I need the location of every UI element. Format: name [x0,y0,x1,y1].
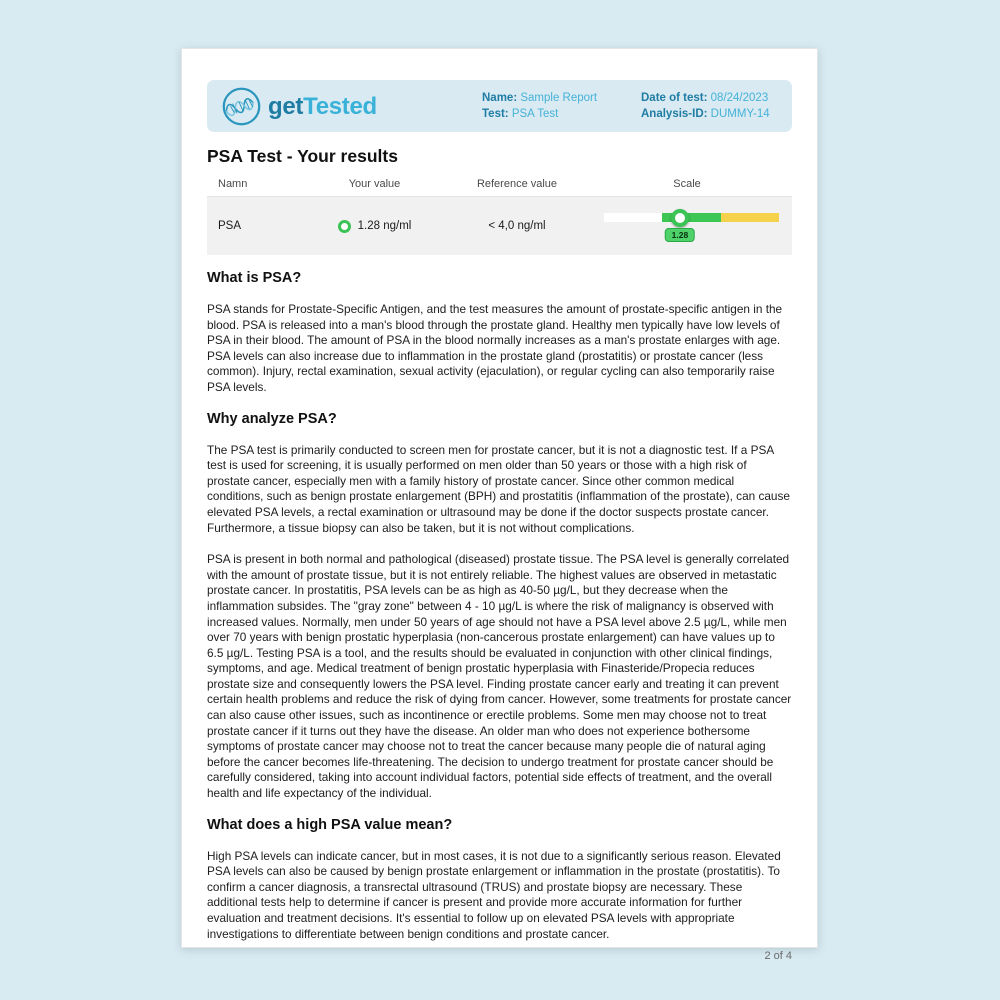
results-table-header [207,178,792,197]
page-number: 2 of 4 [764,950,792,963]
column-header-scale: Scale [673,178,701,190]
section-paragraph: The PSA test is primarily conducted to screen men for prostate cancer, but it is not a diagnostic test. If a PSA test is used for screening, it is usually performed on men older than 50 years or those with a high risk of prostate cancer, especially men with a family history of prostate cancer. Since other common medical conditions, such as benign prostate enlargement (BPH) and prostatitis (inflammation of the prostate), can cause elevated PSA levels, a rectal examination or ultrasound may be done if the doctor suspects prostate cancer. Furthermore, a tissue biopsy can also be taken, but it is not without complications. [207,442,790,535]
test-field [482,106,597,122]
section-paragraph: PSA is present in both normal and pathological (diseased) prostate tissue. The PSA level is generally correlated with the amount of prostate tissue, but it is not entirely reliable. The highest values are observed in metastatic prostate cancer. In prostatitis, PSA levels can be as high as 40-50 µg/L, but they decrease when the inflammation subsides. The "gray zone" between 4 - 10 µg/L is where the risk of malignancy is observed with increased values. Normally, men under 50 years of age should not have a PSA level above 2.5 µg/L, while men over 70 years with benign prostatic hyperplasia (non-cancerous prostate enlargement) can have values up to 6.5 µg/L. Testing PSA is a tool, and the results should be evaluated in conjunction with other clinical findings, symptoms, and age. Medical treatment of benign prostatic hyperplasia with Finasteride/Propecia reduces prostate size and consequently lowers the PSA level. Finding prostate cancer early and treating it can prevent certain health problems and reduce the risk of dying from cancer. However, some treatments for prostate cancer can also cause other issues, such as incontinence or erectile problems. Some men may choose not to treat prostate cancer if it turns out they have the disease. An older man who does not experience bothersome symptoms of prostate cancer may choose not to treat the cancer because many people die of natural aging before the cancer becomes life-threatening. The decision to undergo treatment for prostate cancer should be carefully considered, taking into account individual factors, potential side effects of treatment, and the overall health and life expectancy of the individual. [207,552,792,801]
scale-cell [582,197,792,255]
scale-bar [604,213,779,240]
scale-marker [671,209,689,227]
dna-circle-icon [221,86,262,127]
date-label: Date of test: [641,92,708,104]
your-value-text: 1.28 ng/ml [357,220,412,232]
report-page [181,48,818,963]
patient-info-block [482,90,597,122]
your-value-cell [297,220,452,233]
column-header-your-value: Your value [348,178,401,190]
scale-segment-elevated [721,213,779,222]
page-title: PSA Test - Your results [207,146,398,166]
name-value: Sample Report [520,92,598,104]
brand-text-tested: Tested [303,92,377,120]
column-header-reference-value: Reference value [476,178,558,190]
analysis-id-field [641,106,770,122]
table-row [207,197,792,255]
normal-status-icon [338,220,351,233]
section-heading-high-psa-value: What does a high PSA value mean? [207,816,453,833]
test-value: PSA Test [511,108,559,120]
results-table [207,178,792,255]
section-paragraph: High PSA levels can indicate cancer, but in most cases, it is not due to a significantly serious reason. Elevated PSA levels can also be caused by benign prostate enlargement or inflammation in the prostate (prostatitis). To confirm a cancer diagnosis, a transrectal ultrasound (TRUS) and prostate biopsy are necessary. These additional tests help to determine if cancer is present and provide more accurate information for further evaluation and treatment decisions. It's essential to follow up on elevated PSA levels with appropriate investigations to differentiate between benign conditions and prostate cancer. [207,848,781,941]
reference-value-cell: < 4,0 ng/ml [488,220,546,232]
test-meta-block [641,90,770,122]
section-paragraph: PSA stands for Prostate-Specific Antigen, and the test measures the amount of prostate-specific antigen in the blood. PSA is released into a man's blood through the prostate gland. Healthy men typically have low levels of PSA in their blood. The amount of PSA in the blood normally increases as a man's prostate enlarges with age. PSA levels can also increase due to inflammation in the prostate gland (prostatitis) or prostate cancer (less common). Injury, rectal examination, sexual activity (ejaculation), or regular cycling can also temporarily raise PSA levels. [207,302,783,394]
name-label: Name: [482,92,518,104]
column-header-name: Namn [218,178,248,190]
brand-text-get: get [268,92,304,120]
brand-logo [221,86,377,127]
date-value: 08/24/2023 [710,92,769,104]
analyte-name: PSA [218,220,242,232]
section-heading-why-analyze-psa: Why analyze PSA? [207,410,337,427]
name-field [482,90,597,106]
report-header-banner [207,80,792,132]
brand-wordmark [268,87,377,127]
section-heading-what-is-psa: What is PSA? [207,270,302,286]
analysis-id-label: Analysis-ID: [641,108,708,120]
date-field [641,90,770,106]
test-label: Test: [482,108,509,120]
analysis-id-value: DUMMY-14 [710,108,770,120]
value-badge: 1.28 [665,228,696,242]
scale-segment-low [604,213,662,222]
